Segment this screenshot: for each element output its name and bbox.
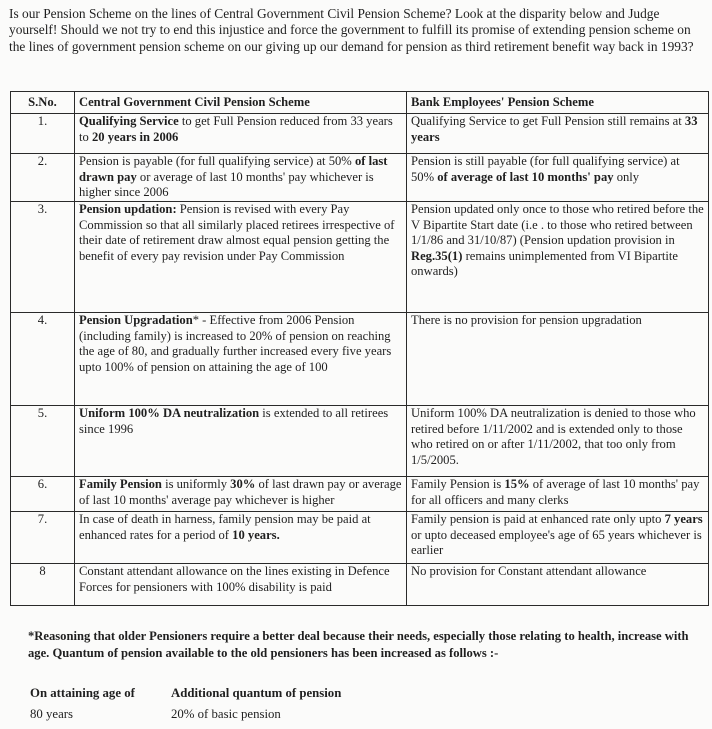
header-sno: S.No. xyxy=(11,92,75,114)
row-sno: 4. xyxy=(11,313,75,406)
row-govt-scheme: In case of death in harness, family pension may be paid at enhanced rates for a period of 10 years. xyxy=(75,512,407,564)
table-row xyxy=(11,202,709,313)
row-govt-scheme: Pension is payable (for full qualifying service) at 50% of last drawn pay or average of last 10 months' pay whichever is higher since 2006 xyxy=(75,154,407,202)
intro-paragraph: Is our Pension Scheme on the lines of Central Government Civil Pension Scheme? Look at the disparity below and Judge yourself! Should we not try to end this injustice and force the government to fulfill its promise of extending pension scheme on the lines of government pension scheme on our giving up our demand for pension as third retirement benefit way back in 1993? xyxy=(9,6,694,54)
age-table-row-quantum: 20% of basic pension xyxy=(171,707,281,721)
row-sno: 7. xyxy=(11,512,75,564)
header-govt-scheme: Central Government Civil Pension Scheme xyxy=(75,92,407,114)
row-bank-scheme: No provision for Constant attendant allowance xyxy=(407,564,709,606)
table-row xyxy=(11,477,709,512)
row-sno: 8 xyxy=(11,564,75,606)
row-sno: 1. xyxy=(11,114,75,154)
row-govt-scheme: Family Pension is uniformly 30% of last drawn pay or average of last 10 months' average pay whichever is higher xyxy=(75,477,407,512)
footnote: *Reasoning that older Pensioners require a better deal because their needs, especially those relating to health, increase with age. Quantum of pension available to the old pensioners has been increased as follows :- xyxy=(28,629,689,660)
row-govt-scheme: Uniform 100% DA neutralization is extended to all retirees since 1996 xyxy=(75,406,407,477)
table-row xyxy=(11,512,709,564)
table-header-row xyxy=(11,92,709,114)
row-govt-scheme: Pension updation: Pension is revised with every Pay Commission so that all similarly placed retirees irrespective of their date of retirement draw almost equal pension getting the benefit of every pay revision under Pay Commission xyxy=(75,202,407,313)
row-sno: 2. xyxy=(11,154,75,202)
row-sno: 3. xyxy=(11,202,75,313)
table-row xyxy=(11,313,709,406)
row-bank-scheme: Pension is still payable (for full qualifying service) at 50% of average of last 10 months' pay only xyxy=(407,154,709,202)
row-sno: 5. xyxy=(11,406,75,477)
row-bank-scheme: Family pension is paid at enhanced rate only upto 7 years or upto deceased employee's age of 65 years whichever is earlier xyxy=(407,512,709,564)
table-row xyxy=(11,154,709,202)
comparison-table xyxy=(10,91,709,606)
row-govt-scheme: Qualifying Service to get Full Pension reduced from 33 years to 20 years in 2006 xyxy=(75,114,407,154)
age-table-header-quantum: Additional quantum of pension xyxy=(171,686,342,700)
row-govt-scheme: Pension Upgradation* - Effective from 2006 Pension (including family) is increased to 20% of pension on reaching the age of 80, and gradually further increased every five years upto 100% of pension on attaining the age of 100 xyxy=(75,313,407,406)
row-bank-scheme: There is no provision for pension upgradation xyxy=(407,313,709,406)
row-bank-scheme: Family Pension is 15% of average of last 10 months' pay for all officers and many clerks xyxy=(407,477,709,512)
header-bank-scheme: Bank Employees' Pension Scheme xyxy=(407,92,709,114)
row-bank-scheme: Uniform 100% DA neutralization is denied to those who retired before 1/11/2002 and is extended only to those who retired on or after 1/11/2002, that too only from 1/5/2005. xyxy=(407,406,709,477)
row-bank-scheme: Pension updated only once to those who retired before the V Bipartite Start date (i.e . to those who retired between 1/1/86 and 31/10/87) (Pension updation provision in Reg.35(1) remains unimplemented from VI Bipartite onwards) xyxy=(407,202,709,313)
table-row xyxy=(11,406,709,477)
row-govt-scheme: Constant attendant allowance on the lines existing in Defence Forces for pensioners with 100% disability is paid xyxy=(75,564,407,606)
table-row xyxy=(11,564,709,606)
row-sno: 6. xyxy=(11,477,75,512)
row-bank-scheme: Qualifying Service to get Full Pension still remains at 33 years xyxy=(407,114,709,154)
table-row xyxy=(11,114,709,154)
age-table-row-age: 80 years xyxy=(30,707,73,721)
age-table-header-age: On attaining age of xyxy=(30,686,135,700)
